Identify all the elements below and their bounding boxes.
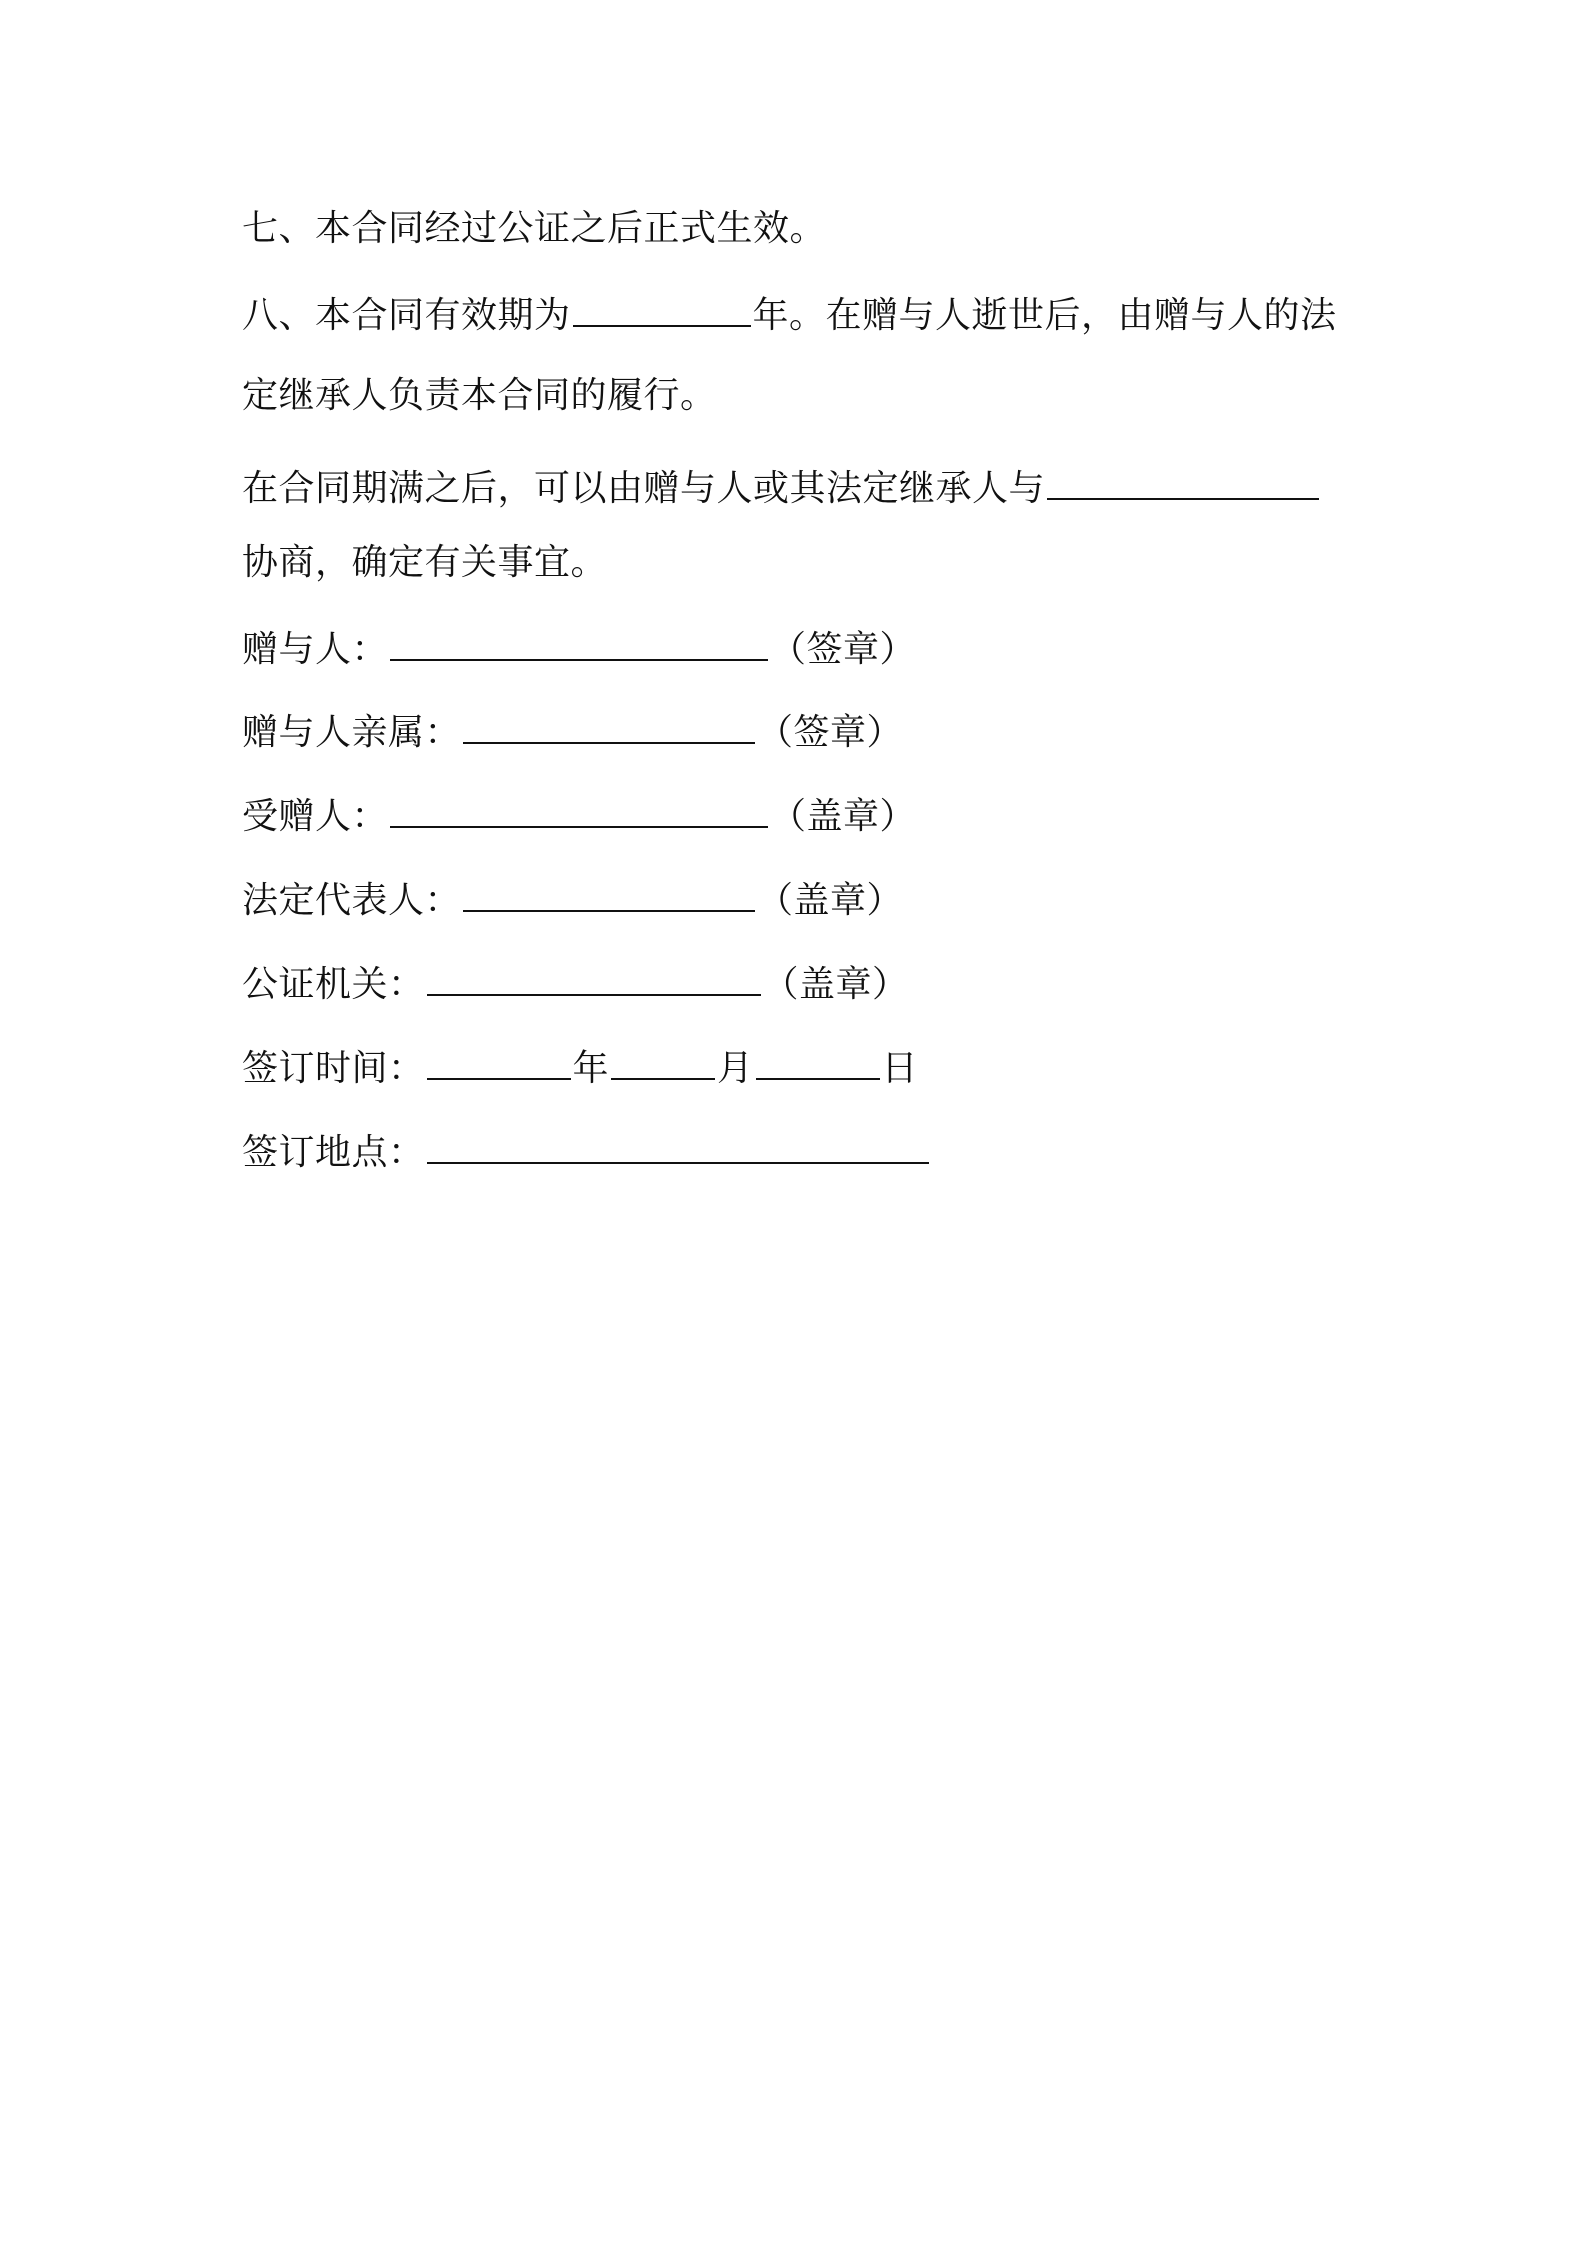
relative-seal-mark: （签章） <box>757 712 904 753</box>
donee-signature-row <box>242 792 916 839</box>
clause-7-text: 七、本合同经过公证之后正式生效。 <box>242 208 827 249</box>
day-label: 日 <box>881 1048 919 1089</box>
notary-seal-mark: （盖章） <box>762 964 909 1005</box>
clause-8-line-1 <box>242 291 1337 338</box>
month-label: 月 <box>717 1048 754 1089</box>
legal-rep-signature-blank[interactable] <box>463 876 755 912</box>
expiry-line-2 <box>242 541 607 585</box>
relative-label: 赠与人亲属： <box>242 712 462 753</box>
clause-8-text-c: 定继承人负责本合同的履行。 <box>242 375 717 416</box>
donee-label: 受赠人： <box>242 796 389 837</box>
negotiation-party-blank[interactable] <box>1047 464 1319 500</box>
expiry-text-a: 在合同期满之后，可以由赠与人或其法定继承人与 <box>242 468 1046 509</box>
donor-signature-row <box>242 625 916 672</box>
expiry-line-1 <box>242 464 1321 511</box>
date-label: 签订时间： <box>242 1048 425 1089</box>
year-blank[interactable] <box>427 1044 571 1080</box>
place-blank[interactable] <box>427 1128 929 1164</box>
donor-label: 赠与人： <box>242 629 389 670</box>
place-label: 签订地点： <box>242 1132 425 1173</box>
day-blank[interactable] <box>756 1044 880 1080</box>
legal-rep-label: 法定代表人： <box>242 880 462 921</box>
donee-signature-blank[interactable] <box>390 792 768 828</box>
relative-signature-row <box>242 708 903 755</box>
signing-date-row <box>242 1044 918 1091</box>
clause-7 <box>242 207 826 251</box>
legal-rep-seal-mark: （盖章） <box>757 880 904 921</box>
notary-signature-blank[interactable] <box>427 960 761 996</box>
expiry-text-b: 协商，确定有关事宜。 <box>242 542 608 583</box>
relative-signature-blank[interactable] <box>463 708 755 744</box>
donor-signature-blank[interactable] <box>390 625 768 661</box>
donor-seal-mark: （签章） <box>770 629 917 670</box>
clause-8-line-2 <box>242 374 717 418</box>
notary-signature-row <box>242 960 909 1007</box>
year-label: 年 <box>572 1048 610 1089</box>
notary-label: 公证机关： <box>242 964 425 1005</box>
donee-seal-mark: （盖章） <box>770 796 917 837</box>
month-blank[interactable] <box>611 1044 715 1080</box>
legal-rep-signature-row <box>242 876 903 923</box>
clause-8-text-b: 年。在赠与人逝世后，由赠与人的法 <box>752 295 1337 336</box>
signing-place-row <box>242 1128 931 1175</box>
validity-years-blank[interactable] <box>573 291 751 327</box>
clause-8-text-a: 八、本合同有效期为 <box>242 295 571 336</box>
